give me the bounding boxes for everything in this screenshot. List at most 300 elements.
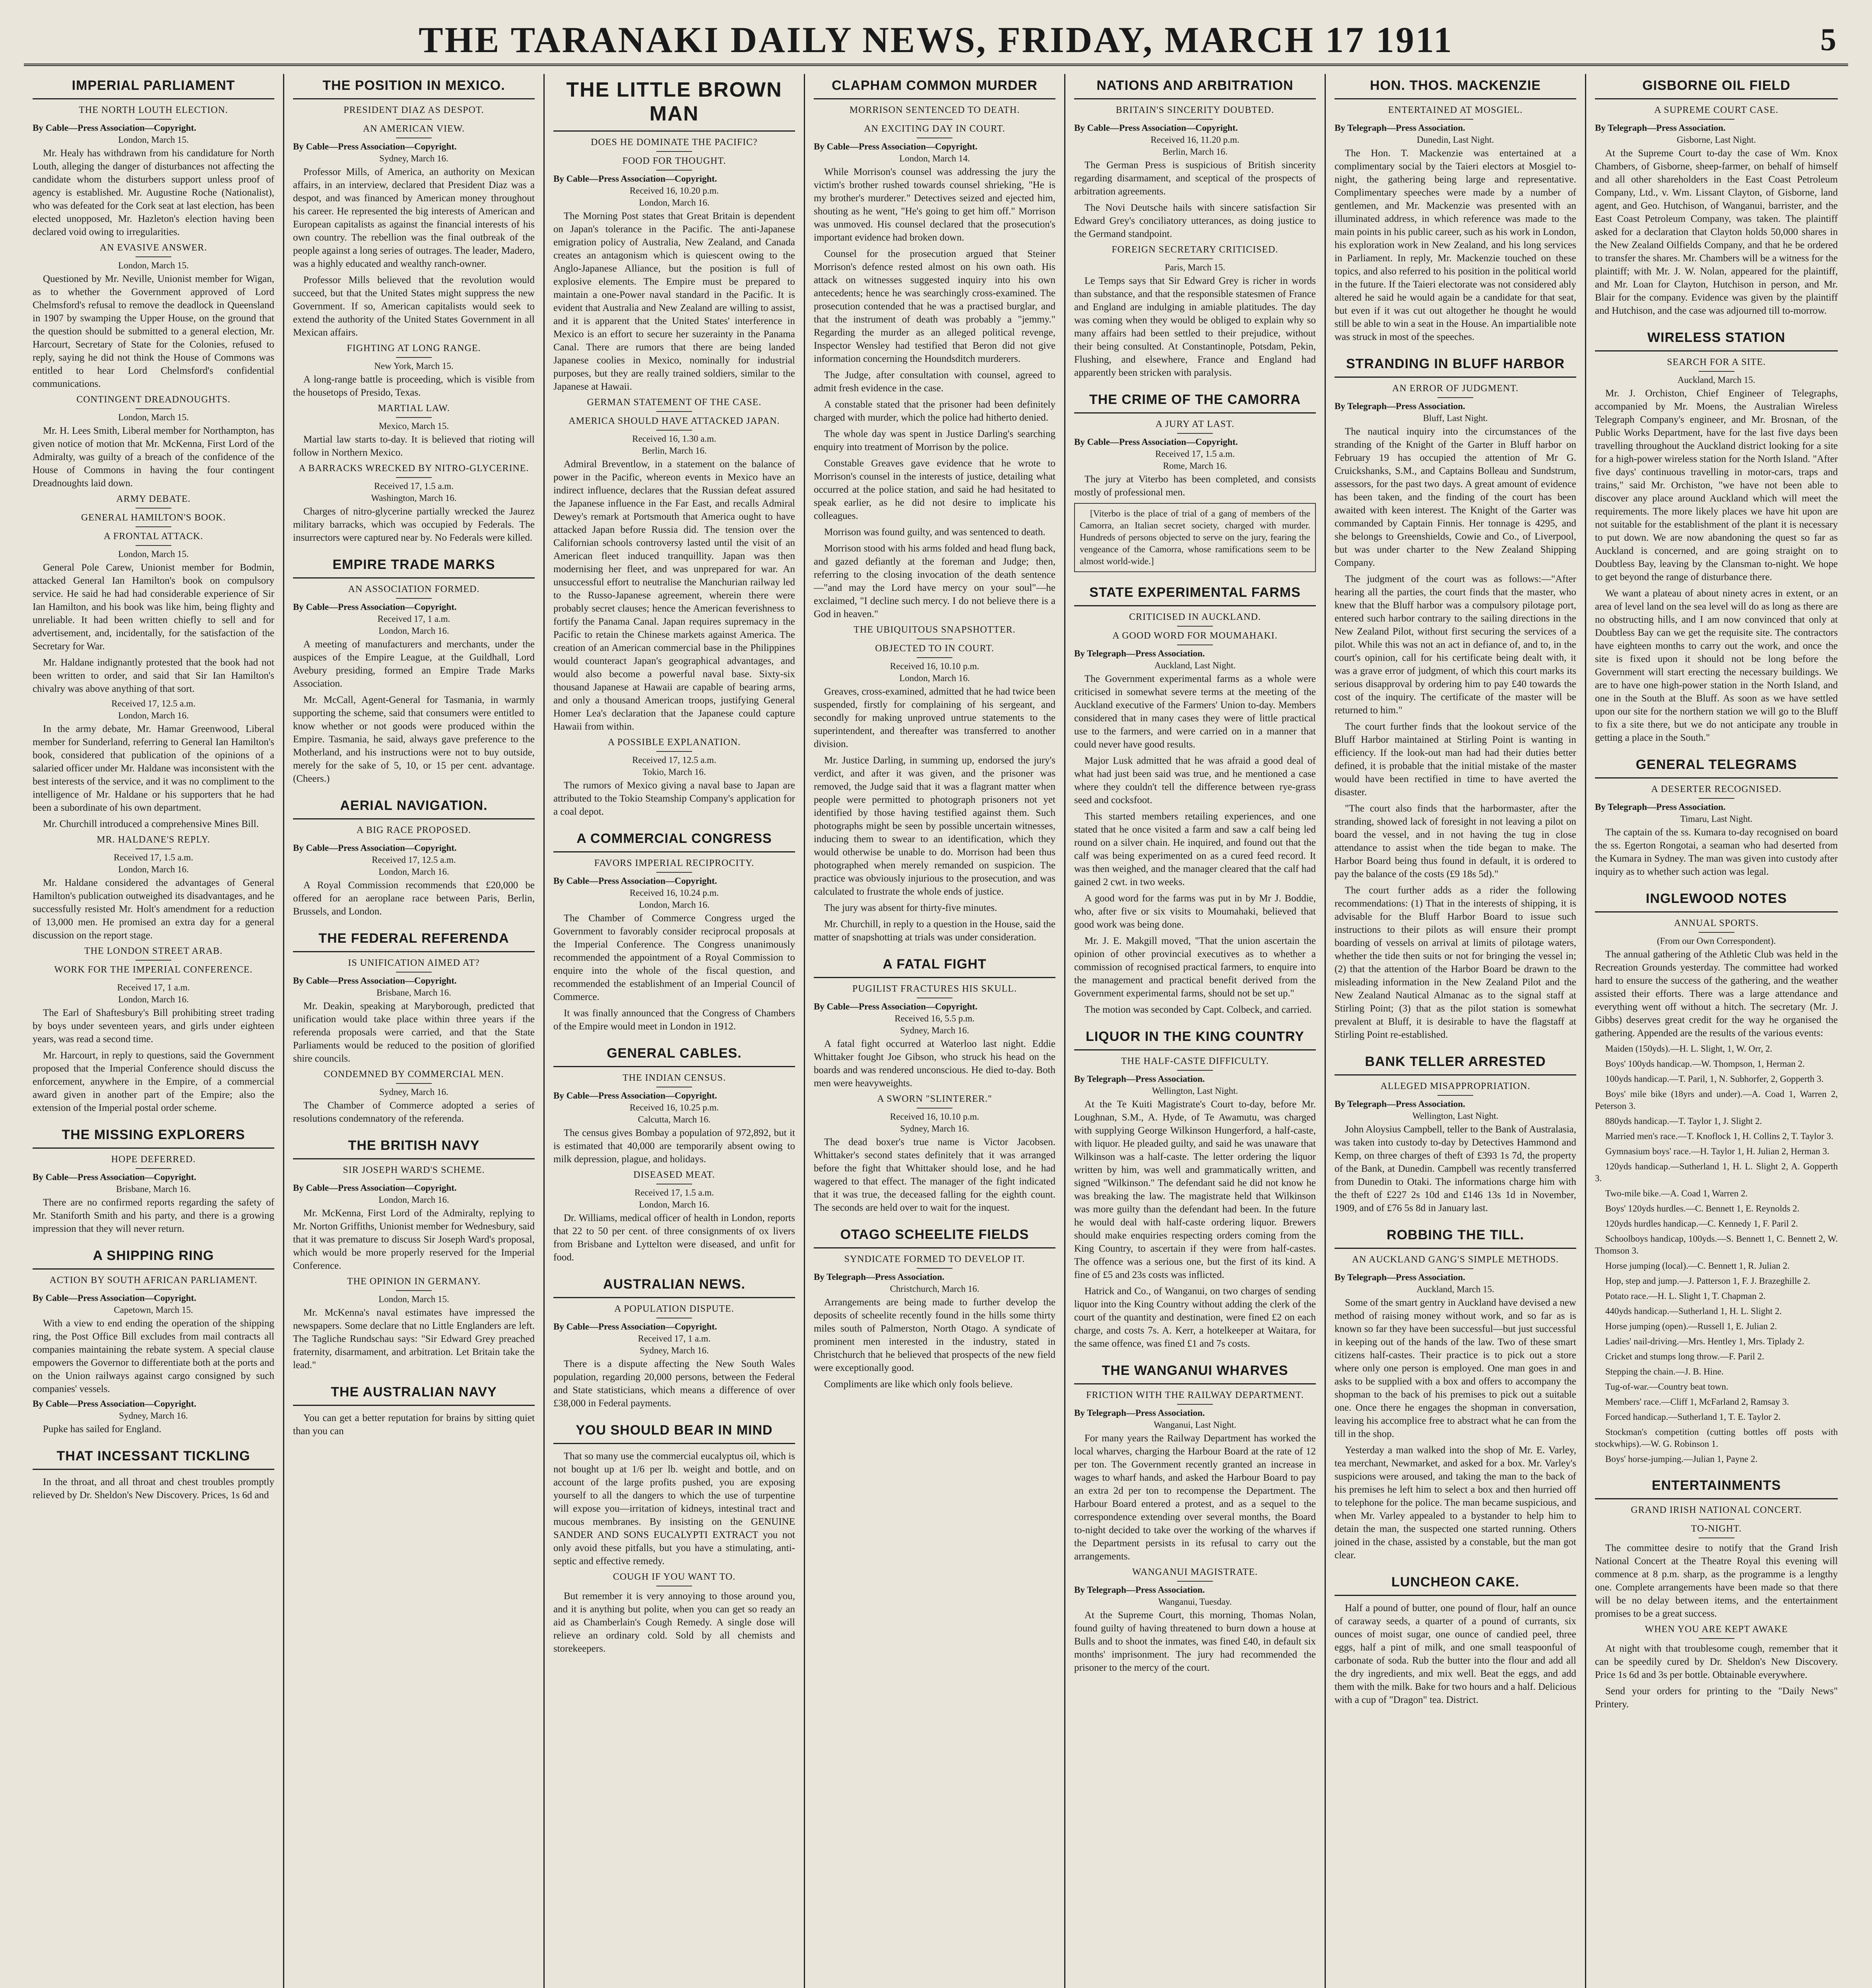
divider [656,151,692,152]
subheading: PUGILIST FRACTURES HIS SKULL. [852,984,1017,994]
article [553,827,795,1033]
result-line: 440yds handicap.—Sutherland 1, H. L. Slight 2. [1605,1306,1782,1316]
article-headline: THE POSITION IN MEXICO. [293,74,535,99]
divider [136,545,171,546]
subheading: CONTINGENT DREADNOUGHTS. [76,394,231,405]
result-line: Horse jumping (open).—Russell 1, E. Julian 2. [1605,1321,1777,1331]
article [1074,74,1316,379]
dateline: London, March 16. [378,626,449,636]
column-4 [805,74,1065,1988]
divider [656,872,692,873]
paragraph: Morrison stood with his arms folded and head flung back, and gazed defiantly at the foreman and Judge; then, referring to the closing invocation of the death sentence—"and may the Lord have mercy on your soul"—he exclaimed, "I decline such mercy. I do not believe there is a God in heaven." [814,543,1055,619]
article [1074,581,1316,1016]
divider [1177,258,1213,259]
article [1074,1025,1316,1350]
paragraph: Professor Mills believed that the revolution would succeed, but that the United States might suppress the new Government. If so, American capitalists would seek to extend the authority of the United States Government in all Mexican affairs. [293,275,535,338]
article-headline: A FATAL FIGHT [814,953,1055,978]
subheading: AMERICA SHOULD HAVE ATTACKED JAPAN. [568,416,780,426]
subheading: AN AMERICAN VIEW. [363,124,465,134]
dateline: Wellington, Last Night. [1152,1086,1238,1096]
article [293,1380,535,1438]
byline: By Telegraph—Press Association. [1335,123,1465,133]
divider [917,1108,952,1109]
dateline: Sydney, March 16. [900,1025,969,1035]
divider [1177,119,1213,120]
paragraph: Le Temps says that Sir Edward Grey is richer in words than substance, and that the responsible statesmen of France and England are indulging in amiable platitudes. The day was coming when they would be obliged to explain why so many affairs had been settled to their prejudice, without their being consulted. At Constantinople, Potsdam, Pekin, Flushing, and elsewhere, France and England had apparently been stricken with paralysis. [1074,276,1316,378]
article-headline: THE LITTLE BROWN MAN [553,74,795,132]
divider [396,839,432,840]
dateline: London, March 15. [378,1294,449,1304]
article [553,74,795,818]
paragraph: Mr. McCall, Agent-General for Tasmania, in warmly supporting the scheme, said that consumers were entitled to know whether or not goods were produced within the Empire. Tasmania, he said, always gave preference to the Motherland, and his instructions were not to buy outside, merely for the sake of 5, 10, or 15 per cent. advantage. (Cheers.) [293,695,535,784]
byline: By Cable—Press Association—Copyright. [33,1399,196,1409]
subheading: DISEASED MEAT. [633,1170,715,1180]
article-headline: STRANDING IN BLUFF HARBOR [1335,352,1576,378]
divider [1437,1268,1473,1269]
byline: By Telegraph—Press Association. [1074,1074,1205,1084]
dateline: London, March 16. [639,900,710,910]
subheading: MORRISON SENTENCED TO DEATH. [849,105,1020,115]
dateline: London, March 16. [378,1195,449,1205]
divider [917,1268,952,1269]
paragraph: Mr. Healy has withdrawn from his candidature for North Louth, alleging the danger of disturbances not affecting the candidate whom the disturbers support unless proof of agency is established. Mr. Augustine Roche (Nationalist), who was defeated for the Cork seat at last election, has been elected unopposed, Mr. Hazleton's election having been declared void owing to irregularities. [33,148,274,237]
paragraph: The motion was seconded by Capt. Colbeck, and carried. [1084,1004,1312,1015]
paragraph: Constable Greaves gave evidence that he wrote to Morrison's counsel in the interests of justice, detailing what occurred at the police station, and said he had hesitated to speak earlier, as he did not desire to implicate his colleagues. [814,458,1055,521]
paragraph: A fatal fight occurred at Waterloo last night. Eddie Whittaker fought Joe Gibson, who struck his head on the boards and was rendered unconscious. He died to-day. Both men were heavyweights. [814,1039,1055,1089]
dateline: Auckland, March 15. [1677,375,1756,385]
dateline: Washington, March 16. [371,493,457,503]
divider [136,119,171,120]
subheading: GERMAN STATEMENT OF THE CASE. [587,397,762,408]
subheading: WANGANUI MAGISTRATE. [1132,1567,1258,1577]
dateline: Sydney, March 16. [119,1411,188,1421]
dateline: Wellington, Last Night. [1412,1111,1499,1121]
result-line: Stepping the chain.—J. B. Hine. [1605,1367,1724,1376]
paragraph: Mr. J. Orchiston, Chief Engineer of Telegraphs, accompanied by Mr. Moens, the Australian Wireless Telegraph Company's engineer, and Mr. Brosnan, of the Public Works Department, have for the last five days been travelling throughout the Auckland district looking for a site for a high-power wireless station for the North Island. "After five days' continuous travelling in motor-cars, traps and trains," said Mr. Orchiston, "we have not been able to discover any place around Auckland which will meet the requirements. The more likely places we have hit upon are not suitable for the establishment of the plant it is necessary to put down. We are now abandoning the quest so far as Auckland is concerned, and are going straight on to Doubtless Bay, leaving by the Clansman to-night. We hope to get beyond the range of disturbance there. [1595,388,1838,582]
paragraph: That so many use the commercial eucalyptus oil, which is not bought up at 1/6 per lb. weight and bottle, and on account of the large profits pushed, you are exposing yourself to all the dangers to which the use of turpentine will expose you—irritation of kidneys, intestinal tract and mucous membranes. By insisting on the GENUINE SANDER AND SONS EUCALYPTI EXTRACT you not only avoid these pitfalls, but you have a stimulating, anti-septic and effective remedy. [553,1451,795,1567]
result-line: Stockman's competition (cutting bottles off posts with stockwhips).—W. G. Robinson 1. [1595,1427,1838,1449]
paragraph: Charges of nitro-glycerine partially wrecked the Jaurez military barracks, which was occupied by Federals. The insurrectors were captured near by. No Federals were killed. [293,506,535,543]
paragraph: Yesterday a man walked into the shop of Mr. E. Varley, tea merchant, Newmarket, and asked for a box. Mr. Varley's suspicions were aroused, and taking the man to the back of his premises he left him to select a box and then hurried off to telephone for the police. The man became suspicious, and when Mr. Varley appealed to a bystander to help him to detain the man, the suspected one started running. Others joined in the chase, assisted by a constable, but the man got clear. [1335,1445,1576,1561]
article-headline: GISBORNE OIL FIELD [1595,74,1838,99]
dateline: London, March 15. [118,549,189,559]
paragraph: The Novi Deutsche hails with sincere satisfaction Sir Edward Grey's conciliatory utterances, as doing justice to the Germand standpoint. [1074,202,1316,239]
subheading: A GOOD WORD FOR MOUMAHAKI. [1112,631,1278,641]
article-headline: CLAPHAM COMMON MURDER [814,74,1055,99]
subheading: DOES HE DOMINATE THE PACIFIC? [591,137,758,148]
subheading: WHEN YOU ARE KEPT AWAKE [1645,1624,1788,1635]
article-headline: THE AUSTRALIAN NAVY [293,1380,535,1406]
paragraph: The captain of the ss. Kumara to-day recognised on board the ss. Egerton Rongotai, a seaman who had deserted from the Kumara in Sydney. The man was given into custody after inquiry as to whether such action was legal. [1595,827,1838,877]
paragraph: At the Te Kuiti Magistrate's Court to-day, before Mr. Loughnan, S.M., A. Hyde, of Te Awamutu, was charged with supplying George Wilkinson Hungerford, a half-caste, with liquor. He pleaded guilty, and said he was unaware that Wilkinson was a half-caste. The letter ordering the liquor written by him, was well and grammatically written, and signed "Wilkinson." The defendant said he did not know he was breaking the law. The magistrate held that Wilkinson was more guilty than the defendant had been. In the future he would deal with half-caste ordering liquor. Brewers should make enquiries respecting orders coming from the King Country, to ascertain if they were from half-castes. The offence was a serious one, but the first of its kind. A fine of £5 and 23s costs was inflicted. [1074,1099,1316,1280]
article-headline: GENERAL CABLES. [553,1042,795,1067]
paragraph: Major Lusk admitted that he was afraid a good deal of what had just been said was true, and he mentioned a case where they couldn't tell the difference between rye-grass seed and cocksfoot. [1074,755,1316,806]
article [33,74,274,1114]
subheading: A FRONTAL ATTACK. [103,531,204,542]
paragraph: Dr. Williams, medical officer of health in London, reports that 22 to 50 per cent. of three consignments of ox livers from Brisbane and Lyttelton were diseased, and unfit for food. [553,1213,795,1263]
article [553,1042,795,1264]
byline: By Telegraph—Press Association. [1595,123,1726,133]
article [293,553,535,785]
divider [917,119,952,120]
article-headline: YOU SHOULD BEAR IN MIND [553,1419,795,1444]
column-7 [1586,74,1847,1988]
subheading: AN EVASIVE ANSWER. [99,243,208,253]
paragraph: Mr. Haldane considered the advantages of General Hamilton's publication outweighed its disadvantages, and he successfully resisted Mr. Holt's amendment for a reduction of 13,000 men. He promised an extra day for a general discussion on the report stage. [33,878,274,941]
masthead-title: THE TARANAKI DAILY NEWS, FRIDAY, MARCH 17 1911 [419,19,1453,60]
article [1335,1223,1576,1562]
article [553,1273,795,1410]
subheading: THE LONDON STREET ARAB. [84,946,223,956]
dateline: Received 16, 1.30 a.m. [632,434,716,444]
subheading: SEARCH FOR A SITE. [1667,357,1766,367]
byline: By Cable—Press Association—Copyright. [1074,123,1238,133]
dateline: London, March 16. [378,867,449,877]
dateline: Received 17, 1 a.m. [117,982,190,992]
paragraph: Martial law starts to-day. It is believed that rioting will follow in Northern Mexico. [293,434,535,458]
article [293,74,535,544]
byline: By Telegraph—Press Association. [1595,802,1726,812]
byline: By Cable—Press Association—Copyright. [814,1002,978,1011]
dateline: Christchurch, March 16. [890,1284,980,1294]
subheading: FIGHTING AT LONG RANGE. [347,343,481,353]
divider [396,972,432,973]
subheading: IS UNIFICATION AIMED AT? [348,958,480,968]
paragraph: At the Supreme Court, this morning, Thomas Nolan, found guilty of having threatened to burn down a house at Bulls and to shoot the inmates, was fined £40, in default six months' imprisonment. The jury had recommended the prisoner to the mercy of the court. [1074,1610,1316,1673]
dateline: Calcutta, March 16. [638,1114,711,1124]
article-headline: A COMMERCIAL CONGRESS [553,827,795,852]
article [814,74,1055,944]
article [33,1123,274,1235]
result-line: Tug-of-war.—Country beat town. [1605,1382,1728,1392]
dateline: Auckland, Last Night. [1154,660,1236,670]
result-line: Boys' mile bike (18yrs and under).—A. Coad 1, Warren 2, Peterson 3. [1595,1089,1838,1111]
article [1074,1359,1316,1674]
dateline: London, March 15. [118,260,189,270]
subheading: OBJECTED TO IN COURT. [875,643,994,654]
dateline: London, March 16. [118,864,189,874]
dateline: Brisbane, March 16. [116,1184,191,1194]
subheading: SYNDICATE FORMED TO DEVELOP IT. [844,1254,1025,1264]
subheading: A SWORN "SLINTERER." [877,1094,992,1104]
column-1 [24,74,284,1988]
paragraph: The annual gathering of the Athletic Club was held in the Recreation Grounds yesterday. The committee had worked hard to ensure the success of the gathering, and the weather assisted their efforts. There was a large attendance and everything went off without a hitch. The secretary (Mr. J. Gibbs) deserves great credit for the way he organised the gathering. Appended are the results of the various events: [1595,949,1838,1039]
paragraph: The court further adds as a rider the following recommendations: (1) That in the interests of shipping, it is advisable for the Bluff Harbor Board to issue such instructions to their pilots as will ensure their prompt boarding of vessels on arrival at limits of pilotage waters, whether the tide then suits or not for bringing the vessel in; (2) that the attention of the Harbor Board be drawn to the misleading information in the New Zealand Pilot and the New Zealand Nautical Almanac as to the signal staff at Stirling Point; (3) that as the pilot station is somewhat prevalent at Bluff, it is desirable to have the flagstaff at Stirling Point re-established. [1335,885,1576,1040]
subheading: A POPULATION DISPUTE. [614,1304,734,1314]
dateline: Capetown, March 15. [114,1305,193,1315]
byline: By Cable—Press Association—Copyright. [553,1091,717,1101]
subheading: WORK FOR THE IMPERIAL CONFERENCE. [54,965,253,975]
paragraph: Mr. McKenna's naval estimates have impressed the newspapers. Some declare that no Little Englanders are left. The Tagliche Rundschau says: "Sir Edward Grey preached fraternity, disarmament, and arbitration. Let Britain take the lead." [293,1307,535,1371]
subheading: THE INDIAN CENSUS. [623,1073,726,1083]
dateline: Sydney, March 16. [379,1087,448,1097]
subheading: A DESERTER RECOGNISED. [1651,784,1782,794]
dateline: Received 16, 10.20 p.m. [629,186,719,196]
result-line: Cricket and stumps long throw.—F. Paril 2. [1605,1351,1764,1361]
article-headline: WIRELESS STATION [1595,326,1838,351]
paragraph: The judgment of the court was as follows:—"After hearing all the parties, the court finds that the master, who knew that the Bluff harbor was a compulsory pilotage port, entered such harbor contrary to the sailing directions in the New Zealand Pilot, without first securing the services of a pilot. While this was not an act in defiance of, and to, in the court's opinion, call for his certificate being dealt with, it was a grave error of judgment, of which this court marks its serious disapproval by ordering him to pay £40 towards the cost of the inquiry. The certificate of the master will be returned to him." [1335,574,1576,716]
subheading: SIR JOSEPH WARD'S SCHEME. [343,1165,485,1175]
article-headline: OTAGO SCHEELITE FIELDS [814,1223,1055,1248]
divider [917,657,952,658]
paragraph: There are no confirmed reports regarding the safety of Mr. Staniforth Smith and his party, and there is a growing impression that they will never return. [33,1197,274,1234]
divider [136,408,171,409]
dateline: London, March 16. [118,994,189,1004]
dateline: Auckland, March 15. [1416,1284,1494,1294]
paragraph: The Earl of Shaftesbury's Bill prohibiting street trading by boys under seventeen years, and girls under eighteen years, was read a second time. [33,1008,274,1044]
dateline: (From our Own Correspondent). [1657,936,1776,946]
page-number: 5 [1820,22,1836,57]
paragraph: At night with that troublesome cough, remember that it can be speedily cured by Dr. Sheldon's New Discovery. Price 1s 6d and 3s per bottle. Obtainable everywhere. [1595,1643,1838,1680]
article-headline: ROBBING THE TILL. [1335,1223,1576,1249]
subheading: THE OPINION IN GERMANY. [347,1276,481,1287]
dateline: London, March 16. [639,198,710,208]
divider [396,1179,432,1180]
dateline: Dunedin, Last Night. [1416,135,1494,145]
divider [1177,1404,1213,1405]
divider [1437,397,1473,398]
dateline: Sydney, March 16. [640,1345,709,1355]
article [1595,753,1838,878]
divider [396,357,432,358]
paragraph: The Judge, after consultation with counsel, agreed to admit fresh evidence in the case. [814,370,1055,394]
divider [656,430,692,431]
divider [1437,1095,1473,1096]
paragraph: The Chamber of Commerce Congress urged the Government to favorably consider reciprocal proposals at the Imperial Conference. The Congress unanimously recommended the appointment of a Royal Commission to enquire into the whole of the fiscal question, and recommended the establishment of an Imperial Council of Commerce. [553,913,795,1002]
divider [136,1168,171,1169]
byline: By Cable—Press Association—Copyright. [293,1183,457,1193]
byline: By Telegraph—Press Association. [1074,648,1205,658]
divider [656,751,692,752]
byline: By Cable—Press Association—Copyright. [33,123,196,133]
subheading: A BIG RACE PROPOSED. [356,825,471,835]
divider [1177,1581,1213,1582]
dateline: London, March 15. [118,412,189,422]
article-headline: NATIONS AND ARBITRATION [1074,74,1316,99]
paragraph: For many years the Railway Department has worked the local wharves, charging the Harbour Board at the rate of 12 per ton. The Government recently granted an increase in wages to wharf hands, and asked the Harbour Board to pay an extra 2d per ton to recompense the Department. The Harbour Board entered a protest, and as a sequel to the correspondence extending over several months, the Board to-night decided to take over the working of the wharves if the Department persists in its refusal to carry out the arrangements. [1074,1433,1316,1562]
paragraph: Admiral Breventlow, in a statement on the balance of power in the Pacific, whereon events in Mexico have an indirect influence, declares that the Russian defeat assured the Japanese influence in the Far East, and recalls Admiral Dewey's remark at Portsmouth that America ought to have attacked Japan before Russia did. The tension over the Californian schools controversy lasted until the visit of an American fleet induced tranquillity. Japan was then modernising her fleet, and was unprepared for war. An unsuccessful effort to neutralise the Manchurian railway led to the Russo-Japanese agreement, wherein there were probably secret clauses; hence the American feverishness to fortify the Panama Canal. Japan requires supremacy in the Pacific to retain the Chinese markets against America. The creation of an American commercial base in the Philippines would counteract Japan's geographical advantages, and would also become a powerful naval base. Sixty-six thousand Japanese at Hawaii are capable of bearing arms, and only a thousand American troops, justifying General Homer Lea's declaration that the Japanese could capture Hawaii from within. [553,459,795,732]
article-headline: THE BRITISH NAVY [293,1134,535,1159]
result-line: Horse jumping (local).—C. Bennett 1, R. Julian 2. [1605,1261,1790,1271]
paragraph: The court further finds that the lookout service of the Bluff Harbor maintained at Stirling Point is wanting in efficiency. If the look-out man had had their duties better defined, it is probable that the initial mistake of the master would have been rectified in time to have averted the disaster. [1335,721,1576,798]
byline: By Telegraph—Press Association. [1074,1585,1205,1595]
subheading: MR. HALDANE'S REPLY. [97,835,210,845]
paragraph: Greaves, cross-examined, admitted that he had twice been suspended, firstly for complaining of his sergeant, and secondly for making unproved untrue statements to the superintendent, and thereafter was transferred to another division. [814,686,1055,749]
paragraph: Mr. Harcourt, in reply to questions, said the Government proposed that the Imperial Conference should discuss the enforcement, anywhere in the Empire, of a commercial award given in another part of the Empire; also the extension of the Imperial postal order scheme. [33,1050,274,1113]
article [814,1223,1055,1391]
article [33,1444,274,1502]
subheading: FOOD FOR THOUGHT. [622,156,726,166]
dateline: Mexico, March 15. [378,421,449,431]
result-line: Hop, step and jump.—J. Patterson 1, F. J. Brazeghille 2. [1605,1276,1810,1286]
divider [396,1083,432,1084]
paragraph: Hatrick and Co., of Wanganui, on two charges of sending liquor into the King Country without adding the clerk of the court of the quantity and destination, were fined £2 on each charge, and costs 7s. A. Kerr, a hotelkeeper at Waitara, for the same offence, was fined £1 and 7s costs. [1074,1286,1316,1349]
subheading: COUGH IF YOU WANT TO. [613,1572,736,1582]
paragraph: Mr. McKenna, First Lord of the Admiralty, replying to Mr. Norton Griffiths, Unionist member for Wednesbury, said that it was premature to discuss Sir Joseph Ward's proposal, which would be more properly reserved for the Imperial Conference. [293,1208,535,1271]
byline: By Cable—Press Association—Copyright. [33,1172,196,1182]
divider [1699,932,1734,933]
divider [656,411,692,412]
article-headline: ENTERTAINMENTS [1595,1474,1838,1499]
dateline: Received 17, 1 a.m. [377,614,450,624]
subheading: AN ASSOCIATION FORMED. [348,584,480,594]
result-line: 120yds handicap.—Sutherland 1, H. L. Slight 2, A. Gopperth 3. [1595,1161,1838,1183]
subheading: FOREIGN SECRETARY CRITICISED. [1112,245,1278,255]
byline: By Cable—Press Association—Copyright. [293,976,457,986]
dateline: Received 17, 12.5 a.m. [111,699,196,709]
byline: By Telegraph—Press Association. [1074,1408,1205,1418]
article-headline: LIQUOR IN THE KING COUNTRY [1074,1025,1316,1050]
paragraph: Professor Mills, of America, an authority on Mexican affairs, in an interview, declared that President Diaz was a despot, and was financed by American money throughout his career. He represented the big interests of American and European capitalists as against the financial interests of his own country. The rebellion was the final outbreak of the people against a long series of outrages. The leader, Madero, was a highly educated and wealthy ranch-owner. [293,167,535,269]
result-line: 880yds handicap.—T. Taylor 1, J. Slight 2. [1605,1116,1762,1126]
paragraph: John Aloysius Campbell, teller to the Bank of Australasia, was taken into custody to-day by Detectives Hammond and Kemp, on three charges of theft of £393 1s 7d, the property of the Bank, at Dunedin. Campbell was recently transferred from Dunedin to Otaki. The informations charge him with the theft of £227 2s 10d and £146 13s 1d in November, 1909, and of £76 5s 8d in January last. [1335,1124,1576,1213]
subheading: ARMY DEBATE. [116,494,191,504]
result-line: Boys' horse-jumping.—Julian 1, Payne 2. [1605,1454,1758,1464]
article [293,794,535,918]
paragraph: Counsel for the prosecution argued that Steiner Morrison's defence rested almost on his own oath. His attack on witnesses suggested inquiry into his own antecedents; hence he was searchingly cross-examined. The prosecution contended that he was a practised burglar, and that the instrument of death was probably a "jemmy." Regarding the murder as an alleged political revenge, Inspector Wensley had testified that Beron did not give information concerning the Houndsditch murderers. [814,248,1055,364]
paragraph: A long-range battle is proceeding, which is visible from the housetops of Presido, Texas. [293,374,535,398]
article-headline: THE MISSING EXPLORERS [33,1123,274,1149]
article-headline: THE FEDERAL REFERENDA [293,927,535,952]
divider [1699,371,1734,372]
subheading: THE NORTH LOUTH ELECTION. [79,105,228,115]
paragraph: General Pole Carew, Unionist member for Bodmin, attacked General Ian Hamilton's book on compulsory service. He said he had had considerable experience of Sir Ian Hamilton, and his book was like him, being flighty and unreliable. It had been written chiefly to sell and for advertisement, and, incidentally, for the satisfaction of the Secretary for War. [33,562,274,652]
paragraph: The committee desire to notify that the Grand Irish National Concert at the Theatre Royal this evening will commence at 8 p.m. sharp, as the programme is a lengthy one. Complete arrangements have been made so that there will be no delay between items, and the entertainment promises to be a great success. [1595,1543,1838,1619]
result-line: Married men's race.—T. Knoflock 1, H. Collins 2, T. Taylor 3. [1605,1131,1833,1141]
dateline: Gisborne, Last Night. [1676,135,1756,145]
column-3 [545,74,805,1988]
paragraph: We want a plateau of about ninety acres in extent, or an area of level land on the sea level will do as long as there are no obstructing hills, and I am now convinced that only at Doubtless Bay can we get the requisite site. The contractors have eighteen months to carry out the work, and once the site is fixed upon it should not be long before the Government will start erecting the necessary buildings. We are to have one high-power station in the North Island, and one in the South at the Bluff. As soon as we have settled upon our site for the northern station we will go to the Bluff to fix a site there, but we do not anticipate any trouble in getting a place in the South." [1595,588,1838,743]
dateline: Bluff, Last Night. [1423,413,1488,423]
subheading: ENTERTAINED AT MOSGIEL. [1388,105,1523,115]
dateline: London, March 16. [899,673,970,683]
article-headline: LUNCHEON CAKE. [1335,1571,1576,1596]
article [1335,1050,1576,1215]
byline: By Cable—Press Association—Copyright. [293,843,457,853]
paragraph: The Hon. T. Mackenzie was entertained at a complimentary social by the Taieri electors at Mosgiel to-night, the gathering being large and representative. Complimentary speeches were made by a number of gentlemen, and Mr. Mackenzie was presented with an illuminated address, in which reference was made to the main points in his public career, such as his work in London, his exploration work in New Zealand, and his long services in Parliament. In reply, Mr. Mackenzie touched on these topics, and also referred to his position in the political world in the future. If the Taieri electorate was not considered ably altered he said he would again be a candidate for that seat, but even if it was cut out altogether he thought he would still be able to win a seat in the House. An impartialible note was struck in most of the speeches. [1335,148,1576,342]
article [814,953,1055,1214]
article-headline: A SHIPPING RING [33,1244,274,1270]
paragraph: The nautical inquiry into the circumstances of the stranding of the Knight of the Garter in Bluff harbor on February 19 has occupied the attention of Mr G. Cruickshanks, S.M., and Captains Bolleau and Sundstrum, assessors, for the past two days. A great amount of evidence has been taken, and the finding of the court has been awaited with keen interest. The Knight of the Garter was commanded by Captain Finnis. Her tonnage is 4295, and she belongs to Greenshields, Cowie and Co., of Liverpool, but was under charter to the New Zealand Shipping Company. [1335,426,1576,568]
dateline: Wanganui, Tuesday. [1158,1597,1232,1607]
article-headline: AERIAL NAVIGATION. [293,794,535,819]
subheading: AN EXCITING DAY IN COURT. [864,124,1005,134]
result-line: Ladies' nail-driving.—Mrs. Hentley 1, Mrs. Tiplady 2. [1605,1336,1804,1346]
divider [396,477,432,478]
article-headline: THAT INCESSANT TICKLING [33,1444,274,1470]
divider [1699,1519,1734,1520]
subheading: CONDEMNED BY COMMERCIAL MEN. [324,1069,504,1079]
subheading: AN ERROR OF JUDGMENT. [1392,383,1519,394]
dateline: Berlin, March 16. [642,446,707,456]
paragraph: In the army debate, Mr. Hamar Greenwood, Liberal member for Sunderland, referring to General Ian Hamilton's book, considered that publication of the opinions of a salaried officer under Mr. Haldane was inconsistent with the best interests of the service, and it was no compliment to the intelligence of Mr. Haldane or his supporters that he had been a subordinate of his own department. [33,724,274,813]
article-headline: BANK TELLER ARRESTED [1335,1050,1576,1076]
paragraph: It was finally announced that the Congress of Chambers of the Empire would meet in London in 1912. [553,1008,795,1032]
paragraph: But remember it is very annoying to those around you, and it is anything but polite, when you can get so ready an aid as Chamberlain's Cough Remedy. A single dose will relieve an ordinary cold. Sold by all chemists and storekeepers. [553,1591,795,1654]
subheading: A POSSIBLE EXPLANATION. [607,737,741,747]
subheading: A BARRACKS WRECKED BY NITRO-GLYCERINE. [299,463,529,474]
dateline: Rome, March 16. [1163,461,1227,471]
paragraph: Half a pound of butter, one pound of flour, half an ounce of caraway seeds, a quarter of a pound of currants, six ounces of moist sugar, one ounce of candied peel, three eggs, half a pint of milk, and one small teaspoonful of carbonate of soda. Rub the butter into the flour and add all the dry ingredients, and mix well. Beat the eggs, and add them with the milk. Bake for two hours and a half. Delicious with a cup of "Dragon" tea. District. [1335,1603,1576,1705]
divider [1177,1070,1213,1071]
result-line: Boys' 120yds hurdles.—C. Bennett 1, E. Reynolds 2. [1605,1204,1800,1213]
paragraph: A Royal Commission recommends that £20,000 be offered for an aeroplane race between Paris, Berlin, Brussels, and London. [293,880,535,917]
subheading: FRICTION WITH THE RAILWAY DEPARTMENT. [1086,1390,1304,1400]
subheading: A JURY AT LAST. [1155,419,1235,429]
result-line: Two-mile bike.—A. Coad 1, Warren 2. [1605,1188,1748,1198]
article [1595,887,1838,1465]
article-headline: STATE EXPERIMENTAL FARMS [1074,581,1316,606]
dateline: Brisbane, March 16. [376,988,451,998]
paragraph: Mr. Justice Darling, in summing up, endorsed the jury's verdict, and after it was given, and the prisoner was removed, the Judge said that it was a flagrant matter when people were permitted to photograph prisoners not yet identified by those having testified against them. Such photographs might be seen by possible uncertain witnesses, inducing them to swear to an identification, which they would otherwise be unable to do. Morrison had been thus photographed when merely remanded on suspicion. The practice was obviously injurious to the prosecution, and was calculated to frustrate the whole ends of justice. [814,755,1055,897]
dateline: Paris, March 15. [1164,262,1226,272]
subheading: ALLEGED MISAPPROPRIATION. [1380,1081,1531,1091]
article [33,1244,274,1436]
article-headline: EMPIRE TRADE MARKS [293,553,535,579]
divider [136,848,171,849]
dateline: Received 17, 12.5 a.m. [372,855,456,865]
result-line: Potato race.—H. L. Slight 1, T. Chapman 2. [1605,1291,1766,1301]
paragraph: Mr. Deakin, speaking at Maryborough, predicted that unification would take place within three years if the referenda proposals were carried, and that the State Parliaments would be reduced to the position of glorified shire councils. [293,1001,535,1064]
dateline: New York, March 15. [374,361,454,371]
paragraph: Mr. H. Lees Smith, Liberal member for Northampton, has given notice of motion that Mr. McKenna, First Lord of the Admiralty, was guilty of a breach of the confidence of the House of Commons in having the four contingent Dreadnoughts laid down. [33,425,274,489]
paragraph: Mr. J. E. Makgill moved, "That the union ascertain the opinion of other provincial executives as to whether a commission of recognised practical farmers, to enquire into the management and practical benefit derived from the Government experimental farms, should not be set up." [1074,936,1316,999]
column-5 [1065,74,1326,1988]
result-line: Schoolboys handicap, 100yds.—S. Bennett 1, C. Bennett 2, W. Thomson 3. [1595,1234,1838,1256]
subheading: PRESIDENT DIAZ AS DESPOT. [343,105,484,115]
byline: By Cable—Press Association—Copyright. [1074,437,1238,447]
subheading: AN AUCKLAND GANG'S SIMPLE METHODS. [1352,1254,1559,1265]
subheading: ACTION BY SOUTH AFRICAN PARLIAMENT. [49,1275,258,1285]
subheading: FAVORS IMPERIAL RECIPROCITY. [594,858,755,868]
paragraph: "The court also finds that the harbormaster, after the stranding, showed lack of foresight in not leaving a pilot on board the vessel, and in not having the tug in close attendance to assist when the tide began to make. The Harbor Board being thus found in default, it is ordered to pay the balance of the costs (£9 18s 5d)." [1335,803,1576,879]
divider [1699,1638,1734,1639]
dateline: Received 16, 10.24 p.m. [629,888,719,898]
paragraph: A constable stated that the prisoner had been definitely charged with murder, which the police had hitherto denied. [814,399,1055,423]
dateline: Sydney, March 16. [900,1124,969,1134]
paragraph: The dead boxer's true name is Victor Jacobsen. Whittaker's second states definitely that it was arranged before the fight that Whittaker should lose, and he had wagered to that effect. The manager of the fight indicated that it was true, the deceased falling for the eighth count. The seconds are held over to wait for the inquest. [814,1137,1055,1213]
paragraph: Mr. Churchill introduced a comprehensive Mines Bill. [43,819,259,829]
paragraph: Morrison was found guilty, and was sentenced to death. [824,527,1046,538]
result-line: Forced handicap.—Sutherland 1, T. E. Taylor 2. [1605,1412,1781,1422]
article [293,1134,535,1372]
subheading: TO-NIGHT. [1691,1524,1742,1534]
dateline: Received 16, 10.10 p.m. [890,1112,980,1122]
dateline: Received 17, 12.5 a.m. [632,755,716,765]
dateline: Received 17, 1.5 a.m. [374,481,454,491]
divider [396,417,432,418]
divider [656,170,692,171]
result-line: Gymnasium boys' race.—H. Taylor 1, H. Julian 2, Herman 3. [1605,1146,1829,1156]
byline: By Cable—Press Association—Copyright. [293,602,457,612]
paragraph: The Morning Post states that Great Britain is dependent on Japan's tolerance in the Pacific. The anti-Japanese emigration policy of Australia, New Zealand, and Canada creates an antagonism which is quiescent owing to the Anglo-Japanese Alliance, but the position is full of explosive elements. The Empire must be prepared to maintain a one-Power naval standard in the Pacific. It is evident that Australia and New Zealand are willing to assist, and it is apparent that the United States' interference in Mexico is an effort to secure her suzerainty in the Panama Canal. There are rumors that there are being landed Japanese coolies in Mexico, nominally for industrial purposes, but they are really trained soldiers, similar to the Japanese at Hawaii. [553,211,795,392]
paragraph: While Morrison's counsel was addressing the jury the victim's brother rushed towards counsel shrieking, "He is my brother's murderer." Detectives seized and ejected him, shouting as he went, "He's going to get him off." Morrison was unmoved. His counsel declared that the prosecution's important evidence had broken down. [814,167,1055,243]
article [1335,1571,1576,1706]
paragraph: Questioned by Mr. Neville, Unionist member for Wigan, as to whether the Government approved of Lord Chelmsford's refusal to remove the deadlock in Queensland in 1907 by swamping the Upper House, on the ground that the question should be submitted to a general election, Mr. Harcourt, Secretary of State for the Colonies, refused to reply, saying he did not think the House of Commons was entitled to hear Lord Chelmsford's confidential communications. [33,274,274,389]
byline: By Cable—Press Association—Copyright. [553,876,717,886]
paragraph: The census gives Bombay a population of 972,892, but it is estimated that 40,000 are temporarily absent owing to milk depression, plague, and holidays. [553,1128,795,1165]
dateline: Received 17, 1.5 a.m. [634,1188,714,1198]
paragraph: This started members retailing experiences, and one stated that he once visited a farm and saw a calf being led round on a silver chain. He inquired, and found out that the calf was being experimented on as a cured feed record. It was then weighed, and the manager cleared that the calf had gained 2 cwt. in two weeks. [1074,811,1316,887]
column-2 [284,74,545,1988]
article-headline: THE WANGANUI WHARVES [1074,1359,1316,1384]
column-6 [1326,74,1586,1988]
divider [136,508,171,509]
paragraph: The German Press is suspicious of British sincerity regarding disarmament, and sceptical of the prospects of arbitration agreements. [1074,160,1316,197]
paragraph: Mr. Haldane indignantly protested that the book had not been written to order, and said that Sir Ian Hamilton's chivalry was above anything of that sort. [33,657,274,694]
divider [396,598,432,599]
dateline: London, March 15. [118,135,189,145]
